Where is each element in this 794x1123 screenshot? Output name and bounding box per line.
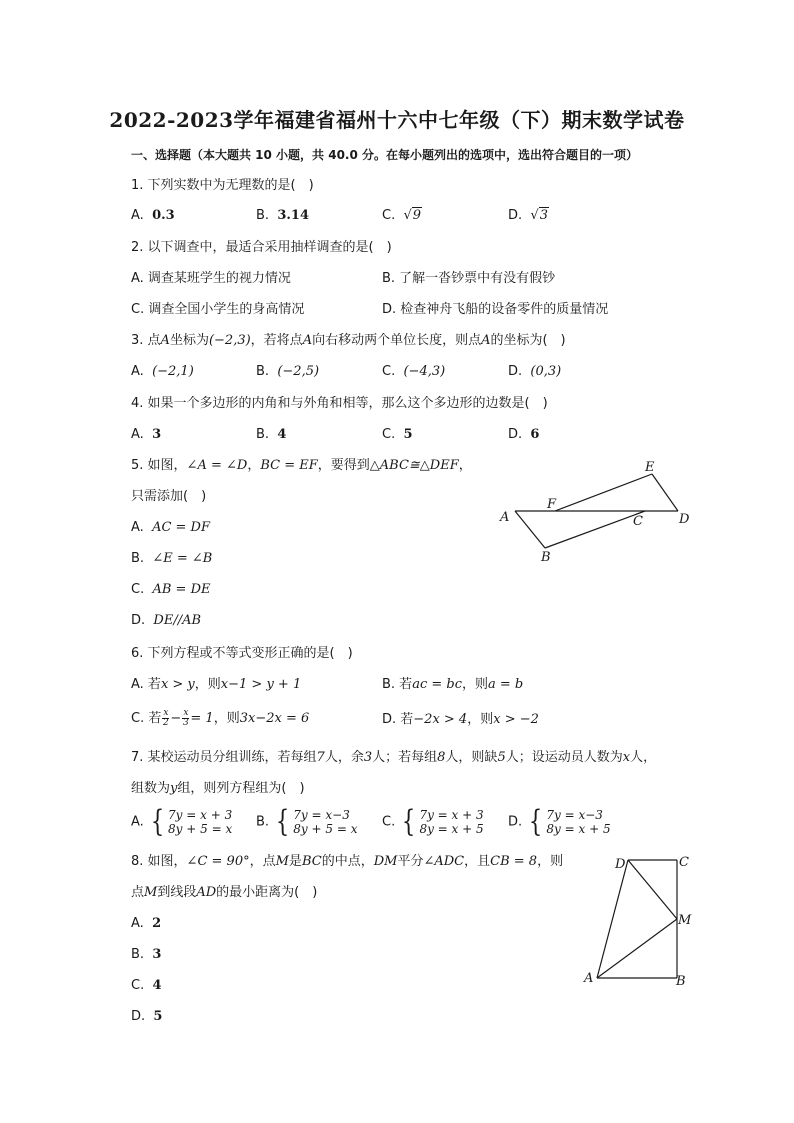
- equation: 8y = x + 5: [546, 822, 611, 836]
- q4-option-b[interactable]: [256, 426, 286, 444]
- option-label: D.: [508, 427, 523, 442]
- stem-text: ，: [247, 458, 261, 473]
- option-value: 3: [152, 427, 162, 442]
- equation: 8y + 5 = x: [168, 822, 233, 836]
- math: y: [170, 781, 178, 796]
- math: A: [302, 333, 313, 348]
- q3-option-c[interactable]: [382, 363, 445, 381]
- segment-AB: [515, 511, 545, 548]
- segment-DM: [628, 860, 677, 919]
- q8-stem: [131, 853, 563, 871]
- stem-text: 7. 某校运动员分组训练，若每组: [131, 750, 317, 765]
- numerator: x: [163, 708, 169, 718]
- q5-option-c[interactable]: [131, 581, 211, 599]
- stem-text: ，则: [194, 677, 221, 692]
- option-label: A. 若: [131, 677, 161, 692]
- page-title: 2022-2023学年福建省福州十六中七年级（下）期末数学试卷: [109, 108, 685, 132]
- option-label: C.: [382, 208, 396, 223]
- option-label: C.: [382, 427, 396, 442]
- sqrt-expression: √3: [530, 208, 548, 223]
- segment-AM: [597, 919, 677, 978]
- q2-option-b[interactable]: B. 了解一沓钞票中有没有假钞: [382, 271, 556, 286]
- option-label: D.: [131, 613, 146, 628]
- q1-stem: 1. 下列实数中为无理数的是( ): [131, 178, 314, 193]
- equation: 7y = x−3: [293, 808, 350, 822]
- q2-stem: 2. 以下调查中，最适合采用抽样调查的是( ): [131, 240, 392, 255]
- q4-option-d[interactable]: [508, 426, 539, 444]
- math: M: [144, 885, 158, 900]
- q4-option-a[interactable]: [131, 426, 161, 444]
- option-value: DE//AB: [153, 613, 202, 628]
- segment-AD: [597, 860, 628, 978]
- stem-text: ，且: [464, 854, 491, 869]
- label-M: M: [678, 913, 692, 928]
- option-label: D.: [508, 814, 523, 830]
- option-value: 5: [153, 1009, 163, 1024]
- math: AD: [196, 885, 217, 900]
- q4-stem: 4. 如果一个多边形的内角和与外角和相等，那么这个多边形的边数是( ): [131, 396, 548, 411]
- option-value: 4: [152, 978, 162, 993]
- math: 8: [437, 750, 446, 765]
- q6-option-a[interactable]: [131, 676, 301, 694]
- q8-option-c[interactable]: [131, 977, 162, 995]
- radicand: 9: [412, 208, 422, 223]
- math: M: [275, 854, 289, 869]
- option-value: (0,3): [530, 364, 562, 379]
- option-label: A.: [131, 814, 144, 830]
- math: ∠A = ∠D: [186, 458, 248, 473]
- q1-option-d[interactable]: [508, 207, 549, 225]
- math: a = b: [488, 677, 524, 692]
- label-C: C: [633, 514, 643, 529]
- option-label: C.: [382, 814, 396, 830]
- math: 5: [497, 750, 506, 765]
- stem-text: 的坐标为( ): [490, 333, 566, 348]
- label-F: F: [547, 497, 557, 512]
- option-label: D.: [508, 364, 523, 379]
- label-E: E: [645, 460, 655, 475]
- stem-text: 人；设运动员人数为: [505, 750, 623, 765]
- math: x > −2: [493, 712, 539, 727]
- option-label: B.: [256, 814, 270, 830]
- option-label: D.: [508, 208, 523, 223]
- math: (−2,3): [208, 333, 251, 348]
- option-value: 4: [277, 427, 287, 442]
- option-value: 5: [403, 427, 413, 442]
- q6-stem: 6. 下列方程或不等式变形正确的是( ): [131, 646, 353, 661]
- q7-option-d[interactable]: [508, 804, 611, 839]
- math: −2x > 4: [413, 712, 468, 727]
- stem-text: 是: [288, 854, 302, 869]
- q7-option-b[interactable]: [256, 804, 358, 839]
- stem-text: 人；若每组: [372, 750, 438, 765]
- q3-option-d[interactable]: [508, 363, 561, 381]
- math: A: [160, 333, 170, 348]
- option-value: 3.14: [277, 208, 309, 223]
- option-value: (−2,1): [152, 364, 194, 379]
- option-label: B.: [256, 208, 270, 223]
- math: x−1 > y + 1: [220, 677, 302, 692]
- stem-text: 到线段: [157, 885, 197, 900]
- stem-text: ，则: [461, 677, 488, 692]
- math: 7: [316, 750, 325, 765]
- label-D: D: [615, 857, 626, 872]
- equation: 8y = x + 5: [419, 822, 484, 836]
- stem-text: 向右移动两个单位长度，则点: [312, 333, 482, 348]
- q2-option-a[interactable]: A. 调查某班学生的视力情况: [131, 271, 291, 286]
- equation-system: { 7y = x + 3 8y = x + 5: [402, 804, 484, 839]
- option-label: B.: [131, 551, 145, 566]
- option-label: B.: [131, 947, 145, 962]
- stem-text: 3. 点: [131, 333, 161, 348]
- stem-text: ，: [458, 458, 472, 473]
- q2-option-c[interactable]: C. 调查全国小学生的身高情况: [131, 302, 305, 317]
- section-heading: 一、选择题（本大题共 10 小题，共 40.0 分。在每小题列出的选项中，选出符合题目的一项）: [131, 148, 639, 162]
- q7-option-c[interactable]: [382, 804, 484, 839]
- option-label: A.: [131, 916, 144, 931]
- sqrt-expression: √9: [403, 208, 422, 223]
- stem-text: 平分: [397, 854, 424, 869]
- stem-text: 的最小距离为( ): [216, 885, 318, 900]
- option-value: (−2,5): [277, 364, 320, 379]
- q2-option-d[interactable]: D. 检查神舟飞船的设备零件的质量情况: [382, 302, 609, 317]
- option-label: B.: [256, 364, 270, 379]
- label-B: B: [541, 550, 551, 565]
- option-label: A.: [131, 208, 144, 223]
- math: −: [170, 711, 182, 726]
- stem-text: 组，则列方程组为( ): [177, 781, 305, 796]
- stem-text: ，则: [213, 711, 240, 726]
- q5-stem: [131, 457, 472, 475]
- q6-option-c[interactable]: [131, 709, 309, 728]
- equation-system: { 7y = x−3 8y = x + 5: [529, 804, 611, 839]
- q5-figure: [495, 455, 705, 567]
- option-value: ∠E = ∠B: [152, 551, 213, 566]
- fraction: [182, 709, 189, 728]
- stem-text: ，要得到: [317, 458, 370, 473]
- q1-option-a[interactable]: [131, 207, 175, 225]
- math: BC = EF: [260, 458, 318, 473]
- q8-option-b[interactable]: [131, 946, 161, 964]
- q3-option-a[interactable]: [131, 363, 194, 381]
- option-label: C.: [382, 364, 396, 379]
- q6-option-d[interactable]: [382, 711, 539, 729]
- math: ∠C = 90°: [186, 854, 250, 869]
- stem-text: 人，则缺: [445, 750, 498, 765]
- q4-option-c[interactable]: [382, 426, 413, 444]
- option-label: A.: [131, 520, 144, 535]
- stem-text: 人，余: [324, 750, 364, 765]
- numerator: x: [183, 708, 189, 718]
- option-label: B. 若: [382, 677, 413, 692]
- equation: 7y = x−3: [546, 808, 603, 822]
- label-A: A: [500, 510, 510, 525]
- option-value: AC = DF: [152, 520, 210, 535]
- stem-text: ，则: [467, 712, 494, 727]
- q5-stem-line2: 只需添加( ): [131, 489, 207, 504]
- q7-stem: [131, 749, 656, 767]
- q3-option-b[interactable]: [256, 363, 319, 381]
- math: DM: [373, 854, 398, 869]
- equation: 7y = x + 3: [419, 808, 484, 822]
- q1-option-c[interactable]: [382, 207, 422, 225]
- segment-FE: [555, 474, 652, 511]
- q7-option-a[interactable]: [131, 804, 233, 839]
- stem-text: 5. 如图，: [131, 458, 187, 473]
- label-A: A: [584, 971, 594, 986]
- math: = 1: [190, 711, 214, 726]
- q8-figure: [578, 848, 698, 993]
- option-label: D. 若: [382, 712, 414, 727]
- equation: 7y = x + 3: [168, 808, 233, 822]
- option-label: B.: [256, 427, 270, 442]
- stem-text: 人，: [630, 750, 657, 765]
- math: △ABC≅△DEF: [369, 458, 459, 473]
- math: ∠ADC: [423, 854, 465, 869]
- option-label: D.: [131, 1009, 146, 1024]
- stem-text: ，则: [537, 854, 564, 869]
- option-value: AB = DE: [152, 582, 211, 597]
- option-label: A.: [131, 427, 144, 442]
- q1-option-b[interactable]: [256, 207, 309, 225]
- math: CB = 8: [490, 854, 538, 869]
- q3-stem: [131, 332, 566, 350]
- q8-stem-line2: [131, 884, 317, 902]
- math: 3: [363, 750, 373, 765]
- q5-option-a[interactable]: [131, 519, 210, 537]
- q5-option-b[interactable]: [131, 550, 212, 568]
- equation: 8y + 5 = x: [293, 822, 358, 836]
- option-value: (−4,3): [403, 364, 446, 379]
- stem-text: 的中点，: [321, 854, 374, 869]
- equation-system: { 7y = x + 3 8y + 5 = x: [150, 804, 233, 839]
- label-B: B: [676, 974, 686, 989]
- option-label: A.: [131, 364, 144, 379]
- option-label: C.: [131, 978, 145, 993]
- stem-text: 8. 如图，: [131, 854, 187, 869]
- math: x: [622, 750, 631, 765]
- radicand: 3: [539, 208, 548, 223]
- segment-ED: [652, 474, 678, 511]
- math: ac = bc: [412, 677, 462, 692]
- math: BC: [301, 854, 322, 869]
- math: 3x−2x = 6: [239, 711, 310, 726]
- stem-text: 点: [131, 885, 145, 900]
- denominator: 2: [163, 718, 169, 728]
- option-label: C. 若: [131, 711, 162, 726]
- fraction: [162, 709, 169, 728]
- q8-option-a[interactable]: [131, 915, 161, 933]
- option-label: C.: [131, 582, 145, 597]
- denominator: 3: [183, 718, 189, 728]
- label-C: C: [679, 855, 689, 870]
- math: A: [481, 333, 491, 348]
- stem-text: ，点: [249, 854, 276, 869]
- math: x > y: [160, 677, 195, 692]
- q6-option-b[interactable]: [382, 676, 523, 694]
- option-value: 2: [152, 916, 162, 931]
- option-value: 6: [530, 427, 540, 442]
- stem-text: ，若将点: [250, 333, 303, 348]
- stem-text: 组数为: [131, 781, 171, 796]
- q5-option-d[interactable]: [131, 612, 201, 630]
- segment-BC: [545, 511, 645, 548]
- option-value: 0.3: [152, 208, 175, 223]
- equation-system: { 7y = x−3 8y + 5 = x: [276, 804, 358, 839]
- q7-stem-line2: [131, 780, 305, 798]
- q8-option-d[interactable]: [131, 1008, 162, 1026]
- option-value: 3: [152, 947, 162, 962]
- label-D: D: [679, 512, 690, 527]
- stem-text: 坐标为: [169, 333, 209, 348]
